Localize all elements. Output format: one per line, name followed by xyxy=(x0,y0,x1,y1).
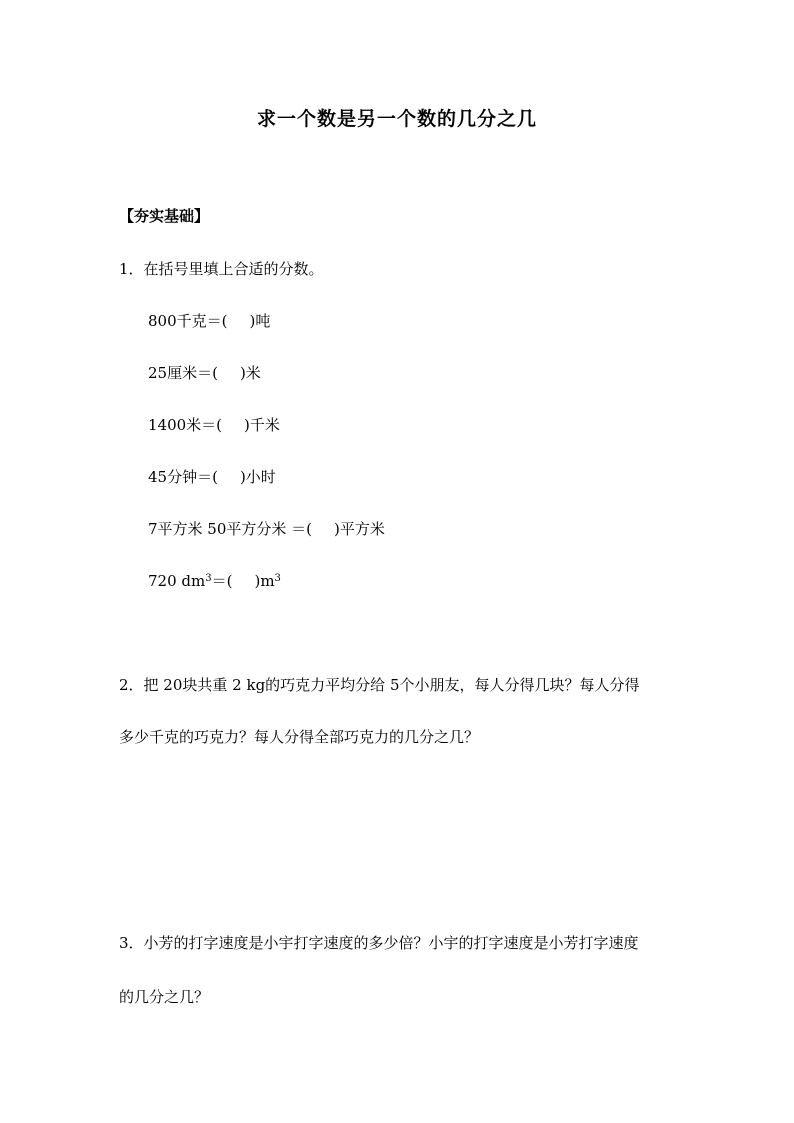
fill-item-3-right: )千米 xyxy=(244,416,280,434)
fill-item-4 xyxy=(148,466,276,487)
page-title: 求一个数是另一个数的几分之几 xyxy=(256,108,537,130)
fill-item-5 xyxy=(148,518,385,539)
section-heading: 【夯实基础】 xyxy=(119,207,210,225)
fill-item-5-left: 7平方米 50平方分米 ＝( xyxy=(148,520,313,538)
fill-item-6-sup-1: 3 xyxy=(205,573,212,584)
fill-item-6-right: )m xyxy=(254,572,275,590)
fill-item-6-sup-2: 3 xyxy=(274,573,281,584)
question-2-line-2: 多少千克的巧克力？每人分得全部巧克力的几分之几？ xyxy=(119,728,480,746)
question-3-line-1: 3．小芳的打字速度是小宇打字速度的多少倍？小宇的打字速度是小芳打字速度 xyxy=(119,934,639,952)
fill-item-6-left: 720 dm xyxy=(148,572,206,590)
fill-item-6-mid: ＝( xyxy=(211,572,233,590)
fill-item-1 xyxy=(148,310,270,331)
fill-item-2-left: 25厘米＝( xyxy=(148,364,218,382)
question-3-line-2: 的几分之几？ xyxy=(119,988,210,1006)
fill-item-2-right: )米 xyxy=(239,364,261,382)
fill-item-2 xyxy=(148,362,261,383)
fill-item-4-left: 45分钟＝( xyxy=(148,468,218,486)
fill-item-1-right: )吨 xyxy=(249,312,271,330)
question-1-text: 1．在括号里填上合适的分数。 xyxy=(119,260,324,278)
fill-item-6 xyxy=(148,570,281,591)
fill-item-3 xyxy=(148,414,280,435)
fill-item-1-left: 800千克＝( xyxy=(148,312,228,330)
question-2-line-1: 2．把 20块共重 2 kg的巧克力平均分给 5个小朋友，每人分得几块？每人分得 xyxy=(119,676,640,694)
fill-item-3-left: 1400米＝( xyxy=(148,416,223,434)
fill-item-5-right: )平方米 xyxy=(334,520,385,538)
fill-item-4-right: )小时 xyxy=(239,468,276,486)
